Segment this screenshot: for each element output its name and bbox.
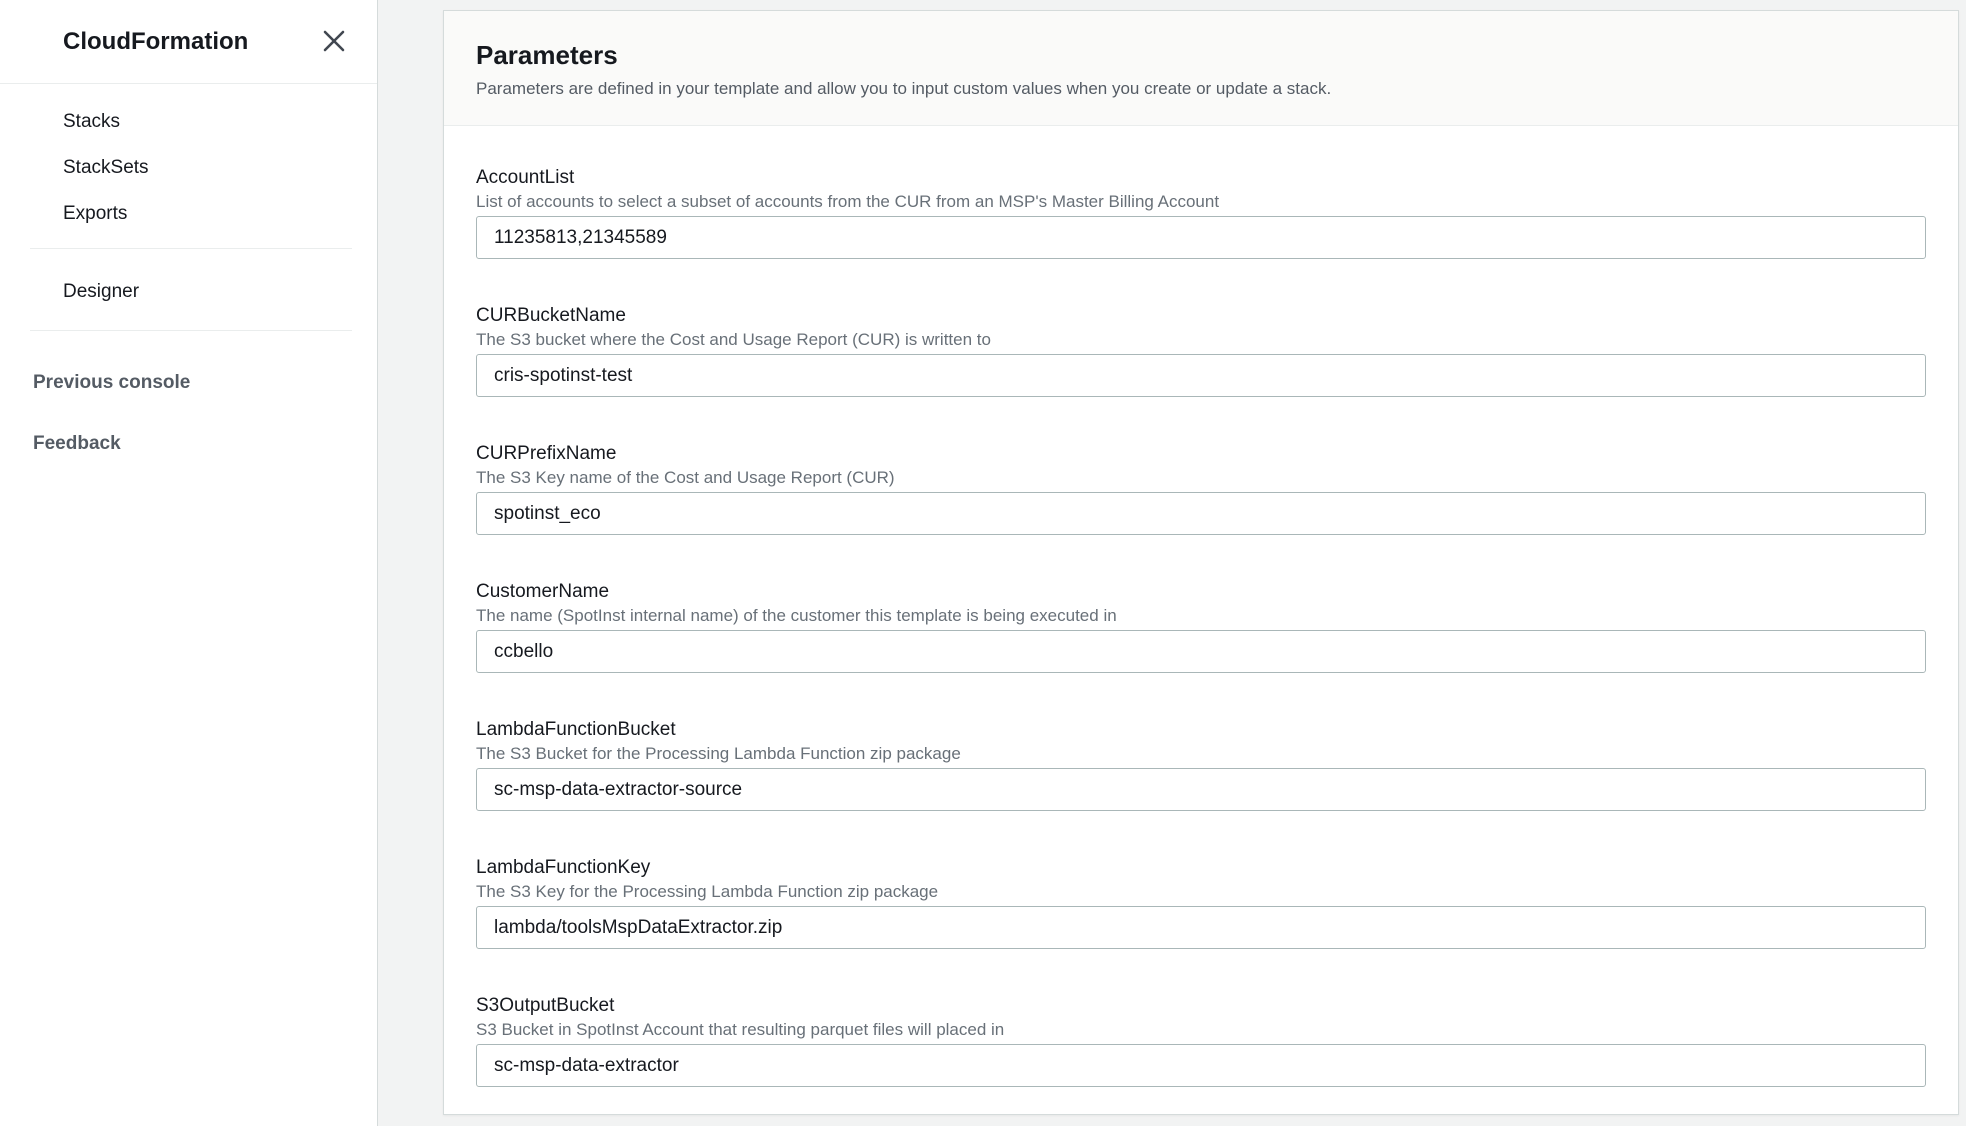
parameter-description: The S3 bucket where the Cost and Usage Report (CUR) is written to <box>476 330 991 349</box>
parameter-description: S3 Bucket in SpotInst Account that resulting parquet files will placed in <box>476 1020 1005 1039</box>
parameter-input[interactable] <box>476 768 1926 811</box>
parameter-input[interactable] <box>476 1044 1926 1087</box>
parameter-name: CURPrefixName <box>476 443 617 464</box>
parameter-field <box>476 718 1926 811</box>
parameter-input[interactable] <box>476 906 1926 949</box>
parameter-input[interactable] <box>476 492 1926 535</box>
parameter-field <box>476 442 1926 535</box>
parameter-name: AccountList <box>476 167 575 188</box>
parameter-description: The S3 Key name of the Cost and Usage Report (CUR) <box>476 468 895 487</box>
parameter-input[interactable] <box>476 216 1926 259</box>
sidebar-item <box>63 110 377 134</box>
parameter-name: LambdaFunctionKey <box>476 857 651 878</box>
close-icon <box>321 42 347 57</box>
parameter-name: S3OutputBucket <box>476 995 615 1016</box>
sidebar-nav <box>0 84 377 226</box>
panel-title: Parameters <box>476 40 618 70</box>
sidebar-item <box>63 202 377 226</box>
sidebar-item-stacks[interactable]: Stacks <box>63 111 121 132</box>
close-sidebar-button[interactable] <box>317 24 351 58</box>
sidebar <box>0 0 378 1126</box>
parameter-input[interactable] <box>476 630 1926 673</box>
sidebar-footer <box>0 371 377 456</box>
parameter-field <box>476 856 1926 949</box>
parameter-description: The S3 Key for the Processing Lambda Function zip package <box>476 882 939 901</box>
sidebar-item <box>63 280 377 304</box>
sidebar-nav-secondary <box>0 249 377 304</box>
main-content <box>378 0 1966 1126</box>
sidebar-item-designer[interactable]: Designer <box>63 281 140 302</box>
parameter-input[interactable] <box>476 354 1926 397</box>
sidebar-item-exports[interactable]: Exports <box>63 203 128 224</box>
parameter-description: The S3 Bucket for the Processing Lambda Function zip package <box>476 744 961 763</box>
parameters-panel <box>443 10 1959 1115</box>
panel-description: Parameters are defined in your template and allow you to input custom values when you create or update a stack. <box>476 79 1332 98</box>
feedback-link[interactable]: Feedback <box>33 433 121 454</box>
sidebar-item-stacksets[interactable]: StackSets <box>63 157 149 178</box>
parameter-name: CURBucketName <box>476 305 626 326</box>
parameter-field <box>476 304 1926 397</box>
parameter-field <box>476 580 1926 673</box>
parameters-fields <box>444 126 1958 1087</box>
parameter-field <box>476 994 1926 1087</box>
parameter-name: CustomerName <box>476 581 610 602</box>
parameter-description: List of accounts to select a subset of accounts from the CUR from an MSP's Master Billing Account <box>476 192 1220 211</box>
divider <box>30 330 352 331</box>
service-title: CloudFormation <box>63 28 249 55</box>
sidebar-header <box>0 0 377 84</box>
parameter-name: LambdaFunctionBucket <box>476 719 676 740</box>
parameter-field <box>476 166 1926 259</box>
parameters-panel-header <box>444 11 1958 126</box>
sidebar-item <box>63 156 377 180</box>
previous-console-link[interactable]: Previous console <box>33 372 191 393</box>
parameter-description: The name (SpotInst internal name) of the customer this template is being executed in <box>476 606 1117 625</box>
